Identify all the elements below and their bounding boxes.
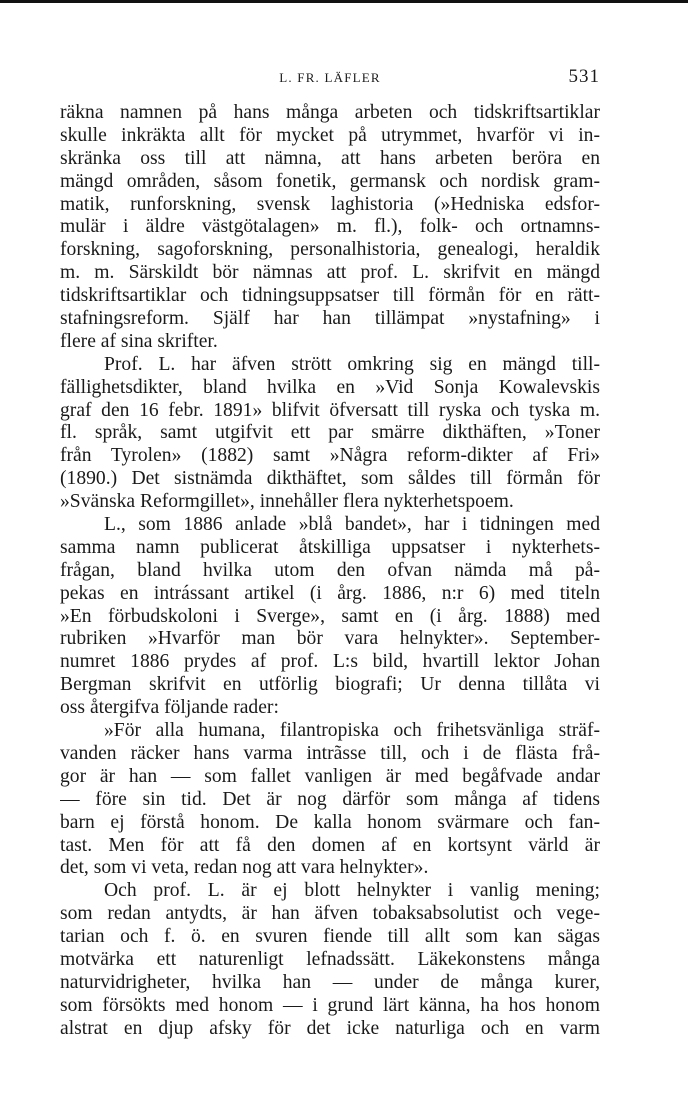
text-line: fällighetsdikter, bland hvilka en »Vid Sonja Kowalevskis: [60, 376, 600, 398]
quote-line: barn ej förstå honom. De kalla honom svärmare och fan-: [60, 811, 600, 833]
text-line: tidskriftsartiklar och tidningsuppsatser till förmån för en rätt-: [60, 285, 600, 307]
running-head: L. FR. LÄFLER: [279, 70, 381, 85]
quote-line: gor är han — som fallet vanligen är med begåfvade andar: [60, 765, 600, 787]
text-line: forskning, sagoforskning, personalhistoria, genealogi, heraldik: [60, 239, 600, 261]
text-line: pekas en intrássant artikel (i årg. 1886, n:r 6) med titeln: [60, 582, 600, 604]
paragraph-last-line: »Svänska Reformgillet», innehåller flera nykterhetspoem.: [60, 491, 514, 513]
quote-first-line: »För alla humana, filantropiska och frihetsvänliga sträf-: [104, 720, 600, 742]
text-line: m. m. Särskildt bör nämnas att prof. L. skrifvit en mängd: [60, 262, 600, 284]
paragraph-first-line: L., som 1886 anlade »blå bandet», har i tidningen med: [104, 514, 600, 536]
paragraph-first-line: Och prof. L. är ej blott helnykter i vanlig mening;: [104, 880, 600, 902]
text-line: frågan, bland hvilka utom den ofvan nämda må på-: [60, 559, 600, 581]
text-line: stafningsreform. Själf har han tillämpat »nystafning» i: [60, 308, 600, 330]
text-line: motvärka ett naturenligt lefnadssätt. Läkekonstens många: [60, 948, 600, 970]
text-line: från Tyrolen» (1882) samt »Några reform-dikter af Fri»: [60, 445, 600, 467]
quote-line: vanden räcker hans varma intrãsse till, och i de flästa frå-: [60, 742, 600, 764]
text-line: graf den 16 febr. 1891» blifvit öfversatt till ryska och tyska m.: [60, 399, 600, 421]
text-line: (1890.) Det sistnämda dikthäftet, som såldes till förmån för: [60, 468, 600, 490]
text-line: skulle inkräkta allt för mycket på utrymmet, hvarför vi in-: [60, 124, 600, 146]
text-line: numret 1886 prydes af prof. L:s bild, hvartill lektor Johan: [60, 651, 600, 673]
text-line: som försökts med honom — i grund lärt känna, ha hos honom: [60, 994, 600, 1016]
paragraph-first-line: Prof. L. har äfven strött omkring sig en mängd till-: [104, 353, 600, 375]
text-line: samma namn publicerat åtskilliga uppsatser i nykterhets-: [60, 536, 600, 558]
text-line: matik, runforskning, svensk laghistoria (»Hedniska edsfor-: [60, 193, 600, 215]
text-line: mängd områden, såsom fonetik, germansk och nordisk gram-: [60, 170, 600, 192]
text-line: naturvidrigheter, hvilka han — under de många kurer,: [60, 971, 600, 993]
paragraph-last-line: flere af sina skrifter.: [60, 330, 218, 352]
text-line: mulär i äldre västgötalagen» m. fl.), folk- och ortnamns-: [60, 216, 600, 238]
text-line: som redan antydts, är han äfven tobaksabsolutist och vege-: [60, 903, 600, 925]
body-text: [60, 102, 600, 1041]
text-line: skränka oss till att nämna, att hans arbeten beröra en: [60, 147, 600, 169]
text-line: räkna namnen på hans många arbeten och tidskriftsartiklar: [60, 102, 600, 123]
text-line: Bergman skrifvit en utförlig biografi; Ur denna tillåta vi: [60, 674, 600, 696]
quote-last-line: det, som vi veta, redan nog att vara helnykter».: [60, 857, 429, 879]
scan-top-edge: [0, 0, 688, 3]
quote-line: — före sin tid. Det är nog därför som många af tidens: [60, 788, 600, 810]
quote-line: tast. Men för att få den domen af en kortsynt värld är: [60, 834, 600, 856]
text-line: alstrat en djup afsky för det icke naturliga och en varm: [60, 1017, 600, 1039]
text-line: rubriken »Hvarför man bör vara helnykter». September-: [60, 628, 600, 650]
text-line: »En förbudskoloni i Sverge», samt en (i årg. 1888) med: [60, 605, 600, 627]
page-header: [60, 66, 600, 92]
text-line: fl. språk, samt utgifvit ett par smärre dikthäften, »Toner: [60, 422, 600, 444]
text-line: tarian och f. ö. en svuren fiende till allt som kan sägas: [60, 926, 600, 948]
paragraph-last-line: oss återgifva följande rader:: [60, 697, 279, 719]
page-number: 531: [568, 66, 600, 87]
